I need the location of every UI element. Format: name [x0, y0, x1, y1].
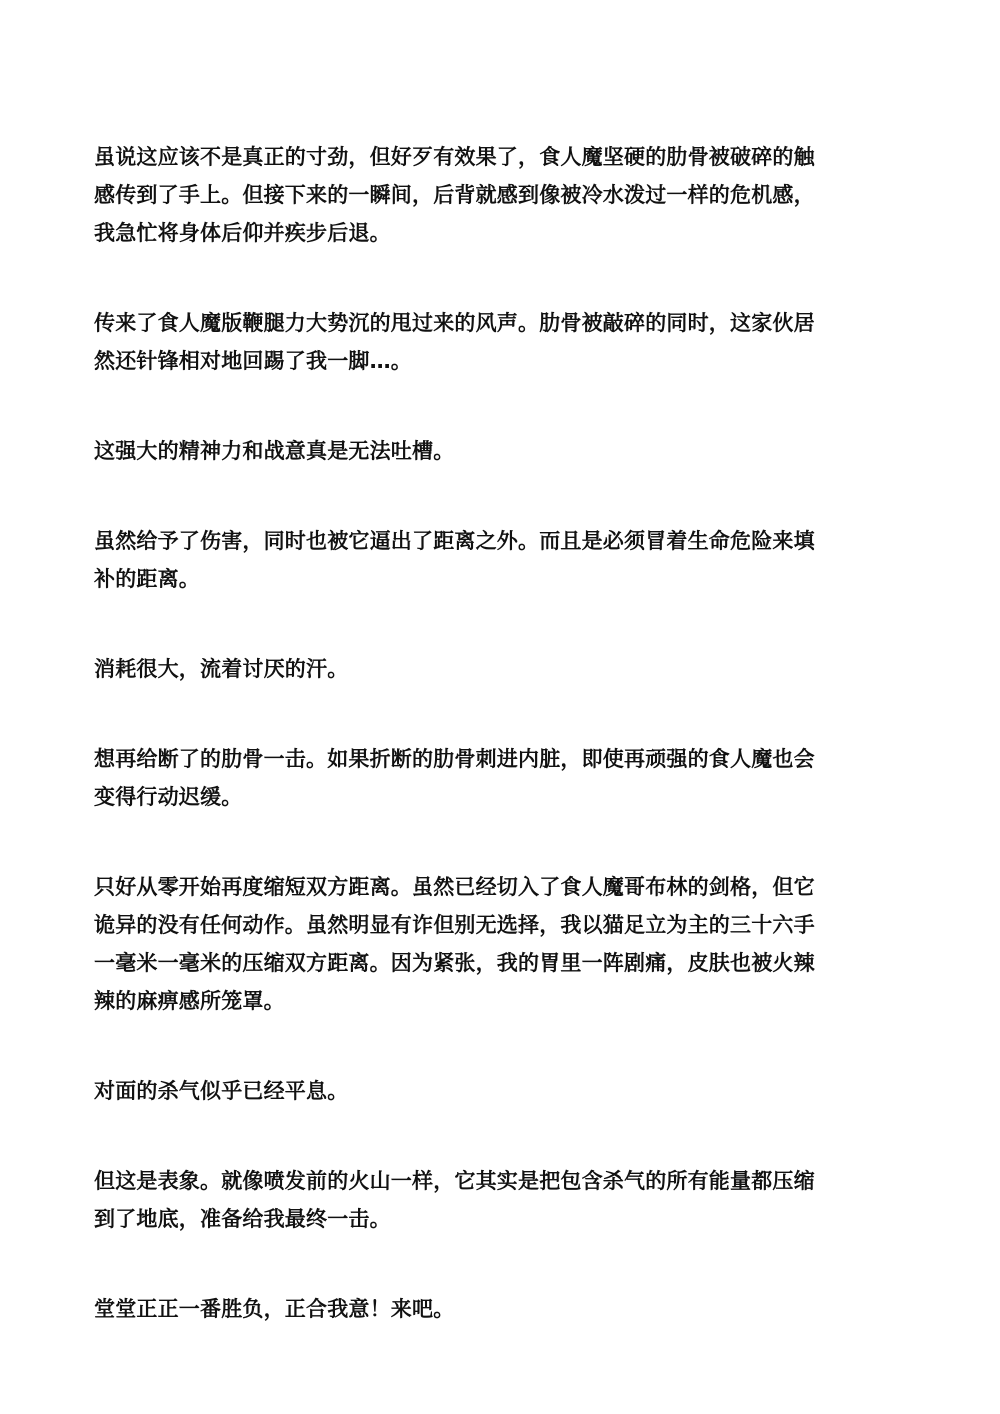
- paragraph-7: 只好从零开始再度缩短双方距离。虽然已经切入了食人魔哥布林的剑格，但它 诡异的没有任何动作。虽然明显有诈但别无选择，我以猫足立为主的三十六手 一毫米一毫米的压缩双方距离。因为紧张，我的胃里一阵剧痛，皮肤也被火辣 辣的麻痹感所笼罩。: [94, 875, 815, 1013]
- body-text: [94, 138, 914, 1380]
- paragraph-10: 堂堂正正一番胜负，正合我意！来吧。: [94, 1297, 455, 1321]
- paragraph-4: 虽然给予了伤害，同时也被它逼出了距离之外。而且是必须冒着生命危险来填 补的距离。: [94, 529, 815, 591]
- paragraph-9: 但这是表象。就像喷发前的火山一样，它其实是把包含杀气的所有能量都压缩 到了地底，准备给我最终一击。: [94, 1169, 815, 1231]
- paragraph-8: 对面的杀气似乎已经平息。: [94, 1079, 349, 1103]
- paragraph-5: 消耗很大，流着讨厌的汗。: [94, 657, 349, 681]
- paragraph-2: 传来了食人魔版鞭腿力大势沉的甩过来的风声。肋骨被敲碎的同时，这家伙居 然还针锋相对地回踢了我一脚…。: [94, 311, 815, 373]
- paragraph-1: 虽说这应该不是真正的寸劲，但好歹有效果了，食人魔坚硬的肋骨被破碎的触 感传到了手上。但接下来的一瞬间，后背就感到像被冷水泼过一样的危机感， 我急忙将身体后仰并疾步后退。: [94, 145, 815, 245]
- paragraph-6: 想再给断了的肋骨一击。如果折断的肋骨刺进内脏，即使再顽强的食人魔也会 变得行动迟缓。: [94, 747, 815, 809]
- paragraph-3: 这强大的精神力和战意真是无法吐槽。: [94, 439, 455, 463]
